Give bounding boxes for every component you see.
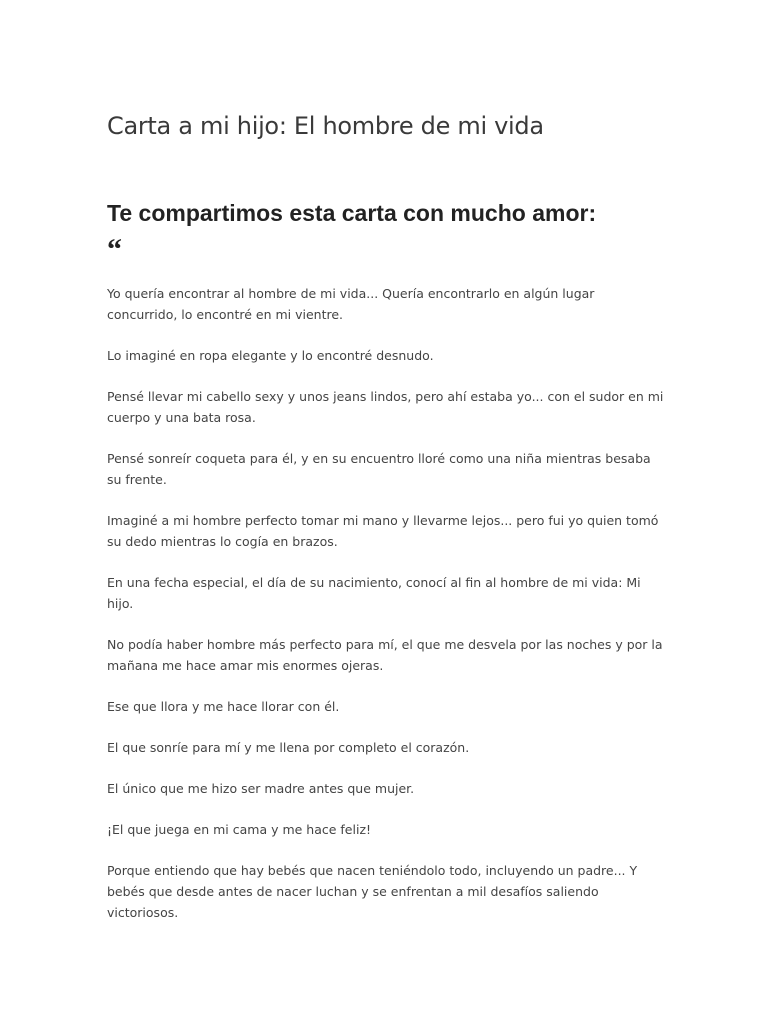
- paragraph: Imaginé a mi hombre perfecto tomar mi mano y llevarme lejos... pero fui yo quien tomó su dedo mientras lo cogía en brazos.: [107, 513, 659, 549]
- paragraph: Porque entiendo que hay bebés que nacen teniéndolo todo, incluyendo un padre... Y bebés que desde antes de nacer luchan y se enfrentan a mil desafíos saliendo victoriosos.: [107, 863, 638, 920]
- paragraph: ¡El que juega en mi cama y me hace feliz!: [107, 822, 372, 837]
- paragraph: Pensé llevar mi cabello sexy y unos jeans lindos, pero ahí estaba yo... con el sudor en mi cuerpo y una bata rosa.: [107, 389, 664, 425]
- opening-quote-mark: “: [107, 233, 122, 266]
- section-heading: Te compartimos esta carta con mucho amor:: [107, 200, 597, 226]
- paragraph: Ese que llora y me hace llorar con él.: [107, 699, 340, 714]
- paragraph: El único que me hizo ser madre antes que mujer.: [107, 781, 415, 796]
- paragraph: Yo quería encontrar al hombre de mi vida... Quería encontrarlo en algún lugar concurrido, lo encontré en mi vientre.: [107, 286, 595, 322]
- paragraph: El que sonríe para mí y me llena por completo el corazón.: [107, 740, 470, 755]
- paragraph: En una fecha especial, el día de su nacimiento, conocí al fin al hombre de mi vida: Mi hijo.: [107, 575, 641, 611]
- paragraph: Pensé sonreír coqueta para él, y en su encuentro lloré como una niña mientras besaba su frente.: [107, 451, 651, 487]
- paragraph: No podía haber hombre más perfecto para mí, el que me desvela por las noches y por la mañana me hace amar mis enormes ojeras.: [107, 637, 663, 673]
- page-title: Carta a mi hijo: El hombre de mi vida: [107, 112, 544, 140]
- letter-body: [107, 283, 667, 943]
- paragraph: Lo imaginé en ropa elegante y lo encontré desnudo.: [107, 348, 434, 363]
